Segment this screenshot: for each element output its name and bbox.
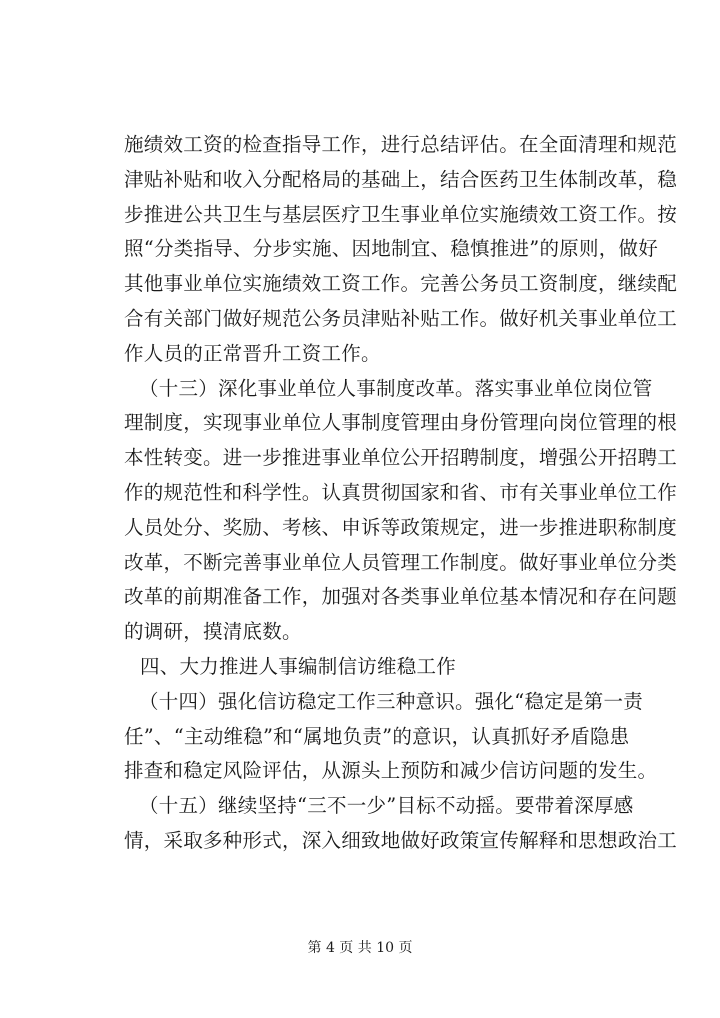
text-line: 照“分类指导、分步实施、因地制宜、稳慎推进”的原则，做好	[124, 237, 658, 261]
text-line: 的调研，摸清底数。	[124, 620, 302, 644]
page-number-footer: 第 4 页 共 10 页	[307, 940, 413, 956]
text-line: 本性转变。进一步推进事业单位公开招聘制度，增强公开招聘工	[124, 446, 678, 470]
text-line: 改革，不断完善事业单位人员管理工作制度。做好事业单位分类	[124, 550, 678, 574]
section-heading: 四、大力推进人事编制信访维稳工作	[140, 654, 457, 678]
paragraph-start-line: （十五）继续坚持“三不一少”目标不动摇。要带着深厚感	[139, 794, 634, 818]
text-line: 理制度，实现事业单位人事制度管理由身份管理向岗位管理的根	[124, 411, 678, 435]
text-line: 改革的前期准备工作，加强对各类事业单位基本情况和存在问题	[124, 585, 678, 609]
text-line: 任”、“主动维稳”和“属地负责”的意识，认真抓好矛盾隐患	[124, 724, 630, 748]
text-line: 人员处分、奖励、考核、申诉等政策规定，进一步推进职称制度	[124, 515, 678, 539]
text-line: 其他事业单位实施绩效工资工作。完善公务员工资制度，继续配	[124, 272, 678, 296]
text-line: 步推进公共卫生与基层医疗卫生事业单位实施绩效工资工作。按	[124, 202, 678, 226]
paragraph-start-line: （十四）强化信访稳定工作三种意识。强化“稳定是第一责	[139, 689, 643, 713]
paragraph-start-line: （十三）深化事业单位人事制度改革。落实事业单位岗位管	[139, 376, 653, 400]
text-line: 施绩效工资的检查指导工作，进行总结评估。在全面清理和规范	[124, 133, 678, 156]
text-line: 作的规范性和科学性。认真贯彻国家和省、市有关事业单位工作	[124, 480, 678, 504]
text-line: 情，采取多种形式，深入细致地做好政策宣传解释和思想政治工	[124, 828, 678, 852]
text-line: 津贴补贴和收入分配格局的基础上，结合医药卫生体制改革，稳	[124, 167, 678, 191]
text-line: 排查和稳定风险评估，从源头上预防和减少信访问题的发生。	[124, 759, 658, 783]
text-line: 合有关部门做好规范公务员津贴补贴工作。做好机关事业单位工	[124, 306, 678, 330]
text-line: 作人员的正常晋升工资工作。	[124, 341, 381, 365]
body-text	[124, 128, 678, 859]
